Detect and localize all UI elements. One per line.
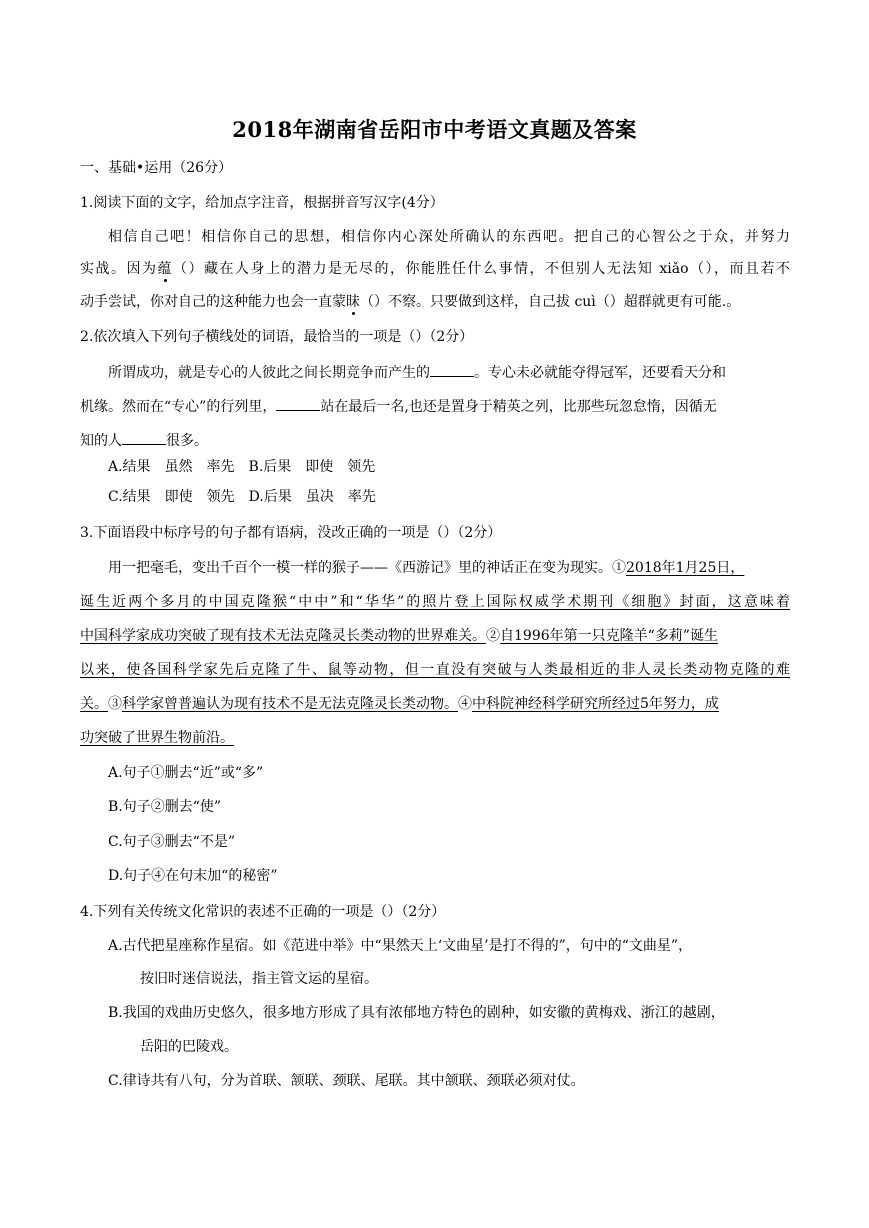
q3-underlined-text: 关。 — [80, 696, 108, 712]
q3-underlined-text: 2018年1月25日， — [626, 560, 745, 576]
q1-passage-line-2 — [80, 259, 790, 279]
q3-passage-line-2: 诞生近两个多月的中国克隆猴“中中”和“华华”的照片登上国际权威学术期刊《细胞》封面，这意味着 — [80, 594, 790, 610]
q2-text: 很多。 — [166, 433, 208, 449]
q1-text: （）藏在人身上的潜力是无尽的，你能胜任什么事情，不但别人无法知 xiǎo（），而且若不 — [173, 261, 791, 277]
q3-text: 用一把毫毛，变出千百个一模一样的猴子——《西游记》里的神话正在变为现实。① — [108, 560, 626, 576]
q3-option-a: A.句子①删去“近”或“多” — [108, 765, 264, 781]
circled-number: ② — [486, 628, 500, 644]
q2-text: 机缘。然而在“专心”的行列里， — [80, 399, 277, 415]
q2-text: 站在最后一名,也还是置身于精英之列，比那些玩忽怠惰，因循无 — [320, 399, 717, 415]
dotted-char: 蕴 — [157, 261, 173, 277]
fill-blank — [276, 396, 320, 411]
q2-passage-line-1 — [108, 362, 726, 383]
q1-text: 动手尝试，你对自己的这种能力也会一直蒙 — [80, 294, 346, 310]
q4-option-b-line-2: 岳阳的巴陵戏。 — [140, 1039, 238, 1055]
q4-option-b-line-1: B.我国的戏曲历史悠久，很多地方形成了具有浓郁地方特色的剧种，如安徽的黄梅戏、浙江的越剧， — [108, 1005, 725, 1021]
q3-underlined-text: 中国科学家成功突破了现有技术无法克隆灵长类动物的世界难关。 — [80, 628, 486, 644]
q3-passage-line-6: 功突破了世界生物前沿。 — [80, 730, 234, 746]
q3-passage-line-4: 以来，使各国科学家先后克隆了牛、鼠等动物，但一直没有突破与人类最相近的非人灵长类动物克隆的难 — [80, 662, 790, 678]
q3-passage-line-3 — [80, 626, 718, 646]
q3-option-c: C.句子③删去“不是” — [108, 834, 235, 850]
q3-underlined-text: 自1996年第一只克隆羊“多莉”诞生 — [500, 628, 718, 644]
q3-stem: 3.下面语段中标序号的句子都有语病，没改正确的一项是（）（2分） — [80, 525, 502, 541]
q2-text: 。专心未必就能夺得冠军，还要看天分和 — [474, 365, 726, 381]
fill-blank — [430, 362, 474, 377]
q2-options-ab: A.结果 虽然 率先 B.后果 即使 领先 — [108, 459, 376, 475]
q1-text: （）不察。只要做到这样，自己拔 cuì（）超群就更有可能.。 — [360, 294, 741, 310]
page-title: 2018年湖南省岳阳市中考语文真题及答案 — [232, 117, 637, 142]
q1-stem: 1.阅读下面的文字，给加点字注音，根据拼音写汉字(4分） — [80, 195, 444, 211]
q3-underlined-text: 中科院神经科学研究所经过5年努力，成 — [472, 696, 719, 712]
q3-option-d: D.句子④在句末加“的秘密” — [108, 868, 278, 884]
q3-underlined-text: 科学家曾普遍认为现有技术不是无法克隆灵长类动物。 — [122, 696, 458, 712]
q3-passage-line-1 — [108, 558, 744, 578]
dotted-char: 昧 — [346, 294, 360, 310]
q4-option-a-line-2: 按旧时迷信说法，指主管文运的星宿。 — [140, 971, 378, 987]
circled-number: ③ — [108, 696, 122, 712]
q4-option-a-line-1: A.古代把星座称作星宿。如《范进中举》中“果然天上‘文曲星’是打不得的”，句中的“文曲星”， — [108, 938, 693, 954]
q4-option-c: C.律诗共有八句，分为首联、颔联、颈联、尾联。其中颔联、颈联必须对仗。 — [108, 1073, 585, 1089]
section-heading: 一、基础•运用（26分） — [80, 160, 233, 176]
q3-option-b: B.句子②删去“使” — [108, 799, 222, 815]
q2-text: 知的人 — [80, 433, 122, 449]
q1-text: 实战。因为 — [80, 261, 158, 277]
q2-passage-line-3 — [80, 430, 208, 451]
q1-passage-line-3 — [80, 292, 740, 312]
circled-number: ④ — [458, 696, 472, 712]
q4-stem: 4.下列有关传统文化常识的表述不正确的一项是（）（2分） — [80, 904, 446, 920]
q2-text: 所谓成功，就是专心的人彼此之间长期竞争而产生的 — [108, 365, 430, 381]
q2-options-cd: C.结果 即使 领先 D.后果 虽决 率先 — [108, 489, 376, 505]
q1-passage-line-1: 相信自己吧！相信你自己的思想，相信你内心深处所确认的东西吧。把自己的心智公之于众，并努力 — [108, 229, 790, 245]
q2-passage-line-2 — [80, 396, 717, 417]
q3-passage-line-5 — [80, 694, 719, 714]
fill-blank — [122, 430, 166, 445]
q2-stem: 2.依次填入下列句子横线处的词语，最恰当的一项是（）（2分） — [80, 329, 474, 345]
